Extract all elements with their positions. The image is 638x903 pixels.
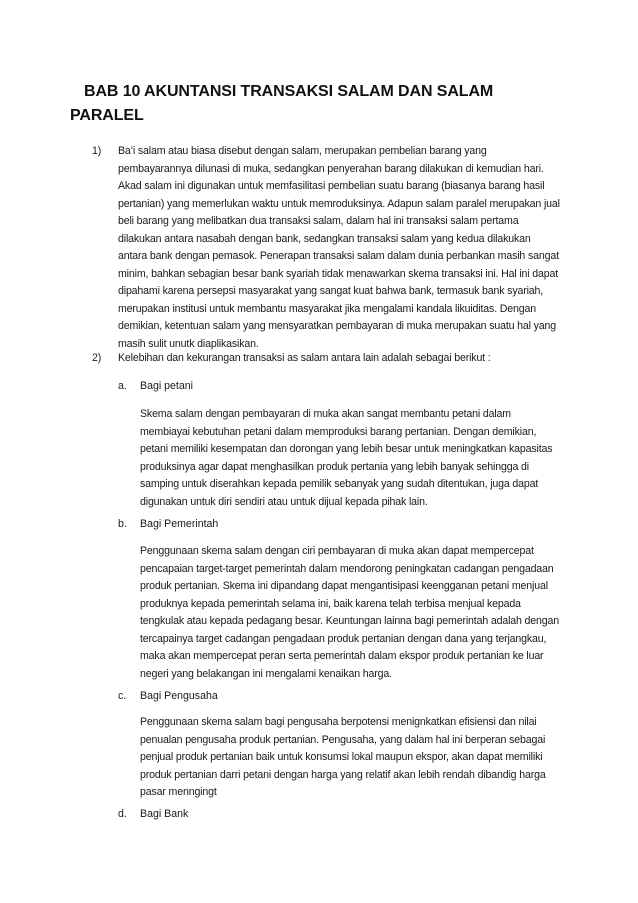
subsection-label: Bagi Pemerintah (140, 518, 219, 530)
subsection-letter: a. (118, 380, 127, 392)
subsection-letter: d. (118, 808, 127, 820)
section-number: 2) (92, 352, 102, 364)
subsection-b-heading (118, 516, 218, 534)
subsection-c-text: Penggunaan skema salam bagi pengusaha berpotensi menignkatkan efisiensi dan nilai penualan pengusaha produk pertanian. Pengusaha, yang dalam hal ini berperan sebagai penjual produk pertanian baik untuk konsumsi lokal maupun ekspor, akan dapat memiliki produk pertanian darri petani dengan harga yang relatif akan lebih rendah dibandig harga pasar menngingt (140, 716, 546, 798)
section-1 (92, 143, 560, 353)
section-number: 1) (92, 145, 102, 157)
subsection-d-heading (118, 806, 188, 824)
section-2 (92, 350, 560, 368)
subsection-a-text: Skema salam dengan pembayaran di muka akan sangat membantu petani dalam membiayai kebutuhan petani dalam memproduksi barang pertanian. Dengan demikian, petani memiliki kesempatan dan dorongan yang lebih besar untuk meningkatkan kapasitas produksinya agar dapat menghasilkan produk pertania yang lebih banyak sehingga di samping untuk diserahkan kepada pemilik sebanyak yang sudah ditentukan, juga dapat digunakan untuk diri sendiri atau untuk dijual kepada pihak lain. (140, 408, 553, 508)
page-title (70, 80, 540, 128)
section-text: Kelebihan dan kekurangan transaksi as salam antara lain adalah sebagai berikut : (118, 352, 491, 364)
subsection-letter: c. (118, 690, 127, 702)
subsection-b-text: Penggunaan skema salam dengan ciri pembayaran di muka akan dapat mempercepat pencapaian target-target pemerintah dalam mendorong peningkatan cadangan pengadaan produk pertanian. Skema ini dipandang dapat mengantisipasi keengganan petani menjual produknya kepada pemerintah selama ini, baik karena telah terbisa menjual kepada tengkulak atau kepada pedagang besar. Keuntungan lainna bagi pemerintah adalah dengan tercapainya target cadangan pengadaan produk pertanian dengan dana yang terjangkau, maka akan mempercepat peran serta pemerintah dalam ekspor produk pertanian ke luar negeri yang belakangan ini mengalami kenaikan harga. (140, 545, 560, 680)
subsection-a-heading (118, 378, 193, 396)
section-text: Ba’i salam atau biasa disebut dengan salam, merupakan pembelian barang yang pembayarannya dilunasi di muka, sedangkan penyerahan barang dilakukan di kemudian hari. Akad salam ini digunakan untuk memfasilitasi pembelian suatu barang (biasanya barang hasil pertanian) yang memerlukan waktu untuk memroduksinya. Adapun salam paralel merupakan jual beli barang yang melibatkan dua transaksi salam, dalam hal ini transaksi salam pertama dilakukan antara nasabah dengan bank, sedangkan transaksi salam yang kedua dilakukan antara bank dengan pemasok. Penerapan transaksi salam dalam dunia perbankan masih sangat minim, bahkan sebagian besar bank syariah tidak menawarkan skema transaksi ini. Hal ini dapat dipahami karena persepsi masyarakat yang sangat kuat bahwa bank, termasuk bank syariah, merupakan institusi untuk membantu masyarakat jika mengalami kandala likuiditas. Dengan demikian, ketentuan salam yang mensyaratkan pembayaran di muka merupakan suatu hal yang masih sulit unutk diaplikasikan. (118, 145, 560, 350)
title-line-1: BAB 10 AKUNTANSI TRANSAKSI SALAM DAN SALAM (84, 83, 494, 100)
title-line-2: PARALEL (70, 107, 144, 124)
subsection-label: Bagi Pengusaha (140, 690, 218, 702)
subsection-letter: b. (118, 518, 127, 530)
subsection-c-heading (118, 688, 218, 706)
subsection-label: Bagi Bank (140, 808, 189, 820)
subsection-label: Bagi petani (140, 380, 194, 392)
